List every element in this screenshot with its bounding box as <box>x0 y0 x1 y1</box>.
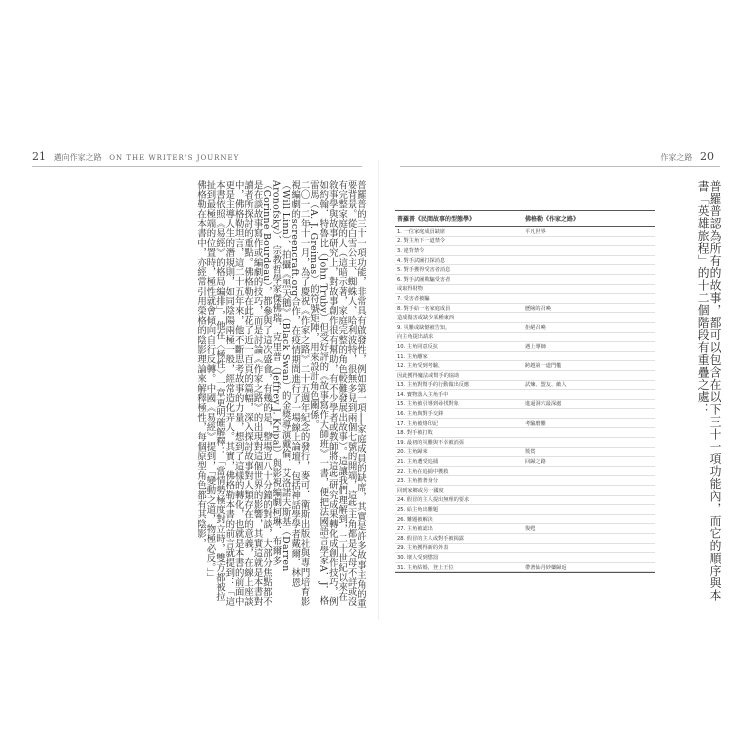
table-row <box>395 361 655 371</box>
book-spread <box>10 140 740 630</box>
propp-function-cell: 31. 主角結婚，登上王位 <box>397 564 454 571</box>
table-row <box>395 448 655 458</box>
propp-function-cell: 13. 主角對幫手的行動做出反應 <box>397 382 470 389</box>
table-row <box>395 467 655 477</box>
hero-journey-stage-cell: 歷險的召喚 <box>525 305 551 312</box>
propp-function-cell: 回到家鄉或另一國度 <box>397 487 444 494</box>
hero-journey-stage-cell: 獎賞 <box>525 449 536 456</box>
table-row <box>395 486 655 496</box>
table-row <box>395 428 655 438</box>
left-header-rule <box>32 166 362 167</box>
propp-function-cell: 9. 災難或缺憾被告知， <box>397 324 451 331</box>
table-row <box>395 246 655 256</box>
page-gutter <box>378 160 379 620</box>
table-row <box>395 333 655 343</box>
comparison-table <box>395 210 655 573</box>
propp-function-cell: 19. 最初的災難與不幸被消弭 <box>397 439 464 446</box>
table-row <box>395 237 655 247</box>
table-row <box>395 371 655 381</box>
right-page-intro <box>670 180 720 610</box>
body-paragraph: 普羅普的三十一項功能，非常具有啟發性，例如第一項──家庭成員的缺席，其實是許多故事主角的重要背景。從白雪公主、蜘蛛人、哈利波特，很無多見到兩個七號的開端，這些主角都是父母不詳或沒有完整家庭的人（這暗示著，家庭完整的角色較難發展出故事）。這讓我們理解到，二十世紀以來在敘事學與故事研究上，對故事創作很有幫助，有不少學者或教師將這些研究成果轉化成創作技巧，例如約翰．特魯比（John Truby）但受好評的《故事寫作大師班》一書，便把法國語言學家A．J．格雷馬（A. J. Greimas）的符號矩陣，用來設計角色關係。 <box>307 180 366 609</box>
hero-journey-stage-cell: 拒絕召喚 <box>525 324 546 331</box>
body-paragraph: 二〇一二年十一月，為了慶祝《作家之路》二十五週年紀念的發行，麥可．衛斯出版社與專門培育影視編劇的screencraft.org合作，在疫情期間進行了一場線上論壇，包括神話學學者戴爾．林恩（Will Linn）、拍攝《黑天鵝》（Black Swan）的金獎導演戴倫．艾洛諾夫斯基（Darren Aronofsky）、宗教哲學家傑佛瑞．克里普（Jeffrey J. Kripal）與影視編劇柯琳．布爾多（Corinne Bourdeau），都參與了這次盛會，有幾的是，整場近八十分鐘的對談，大部分焦點都不是在談故事寫作或編劇的技巧，而是討論《作家之路》的出現對這個世界的影響，其實這就是本書對讀者所探討的重點。佛格勒在此花了近一百頁的篇幅，深入探討故事對人類存在的意義，在線上座談中，佛格勒坦言，這二十五年來，他不斷思考故事的力量，想到了這樣的轉化，也就是本書的前面中更是主導人生的潛規則，如同陰陽兩極一般，經常造化弄人。其實，佛格勒本書的前言就提到：「這本書依照《易經》的格局編排」，他在〈極性〉一章更明確解釋：「當情勢極度對立時，雙方都被拉扯到最極端的位置時，極性就會傾向自行反轉。中國《易經》提到，「變動之道，物極必反。」」 <box>204 180 310 607</box>
table-row <box>395 400 655 410</box>
propp-function-cell: 11. 主角離家 <box>397 353 428 360</box>
hero-journey-stage-cell: 帶著仙丹妙藥歸返 <box>525 564 567 571</box>
table-row <box>395 275 655 285</box>
table-row <box>395 265 655 275</box>
propp-function-cell: 2. 對主角下一道禁令 <box>397 238 446 245</box>
propp-function-cell: 1. 一位家庭成員缺席 <box>397 228 446 235</box>
propp-function-cell: 22. 主角在追捕中獲救 <box>397 468 449 475</box>
propp-function-cell: 18. 對手被打敗 <box>397 430 433 437</box>
table-row <box>395 476 655 486</box>
propp-function-cell: 26. 難題被解決 <box>397 516 433 523</box>
table-row <box>395 409 655 419</box>
right-running-head-title: 作家之路 <box>660 153 693 162</box>
right-header-rule <box>400 166 720 167</box>
table-header-vogler: 佛格勒《作家之路》 <box>525 216 580 223</box>
propp-function-cell: 8. 對手給一名家庭成員 <box>397 305 451 312</box>
left-running-head-title: 邁向作家之路 <box>53 153 102 162</box>
hero-journey-stage-cell: 進逼洞穴最深處 <box>525 401 562 408</box>
left-running-head <box>32 150 239 163</box>
propp-function-cell: 或取得財物 <box>397 286 423 293</box>
propp-function-cell: 5. 對手獲得受害者消息 <box>397 267 451 274</box>
table-row <box>395 381 655 391</box>
hero-journey-stage-cell: 遇上導師 <box>525 343 546 350</box>
table-row <box>395 313 655 323</box>
propp-function-cell: 29. 主角獲得新的外表 <box>397 545 449 552</box>
propp-function-cell: 27. 主角被認出 <box>397 526 433 533</box>
propp-function-cell: 24. 假冒的主人提出無理的要求 <box>397 497 470 504</box>
hero-journey-stage-cell: 回歸之路 <box>525 459 546 466</box>
table-row <box>395 304 655 314</box>
left-page-body <box>35 180 365 610</box>
propp-function-cell: 15. 主角被引導到尋找對象 <box>397 401 459 408</box>
table-header <box>395 210 655 227</box>
table-row <box>395 390 655 400</box>
table-bottom-rule <box>395 572 655 573</box>
propp-function-cell: 25. 給主角出難題 <box>397 507 439 514</box>
propp-function-cell: 4. 對手試圖打探消息 <box>397 257 446 264</box>
table-row <box>395 534 655 544</box>
hero-journey-stage-cell: 試煉、盟友、敵人 <box>525 382 567 389</box>
propp-function-cell: 16. 主角與對手交鋒 <box>397 411 444 418</box>
table-row <box>395 227 655 237</box>
hero-journey-stage-cell: 跨越第一道門檻 <box>525 363 562 370</box>
propp-function-cell: 17. 主角被烙印記 <box>397 420 439 427</box>
table-row <box>395 256 655 266</box>
table-row <box>395 285 655 295</box>
table-row <box>395 342 655 352</box>
table-row <box>395 457 655 467</box>
propp-function-cell: 20. 主角歸來 <box>397 449 428 456</box>
propp-function-cell: 23. 主角擔著身分 <box>397 478 439 485</box>
table-row <box>395 496 655 506</box>
propp-function-cell: 21. 主角遭受追捕 <box>397 459 439 466</box>
table-row <box>395 419 655 429</box>
propp-function-cell: 因此獲得魔法或幫手的協助 <box>397 372 460 379</box>
left-running-head-english: ON THE WRITER'S JOURNEY <box>109 154 240 162</box>
table-header-propp: 普羅普《民間故事的型態學》 <box>397 216 476 223</box>
hero-journey-stage-cell: 平凡世界 <box>525 228 546 235</box>
propp-function-cell: 30. 壞人受到懲罰 <box>397 554 439 561</box>
propp-function-cell: 28. 假冒的主人或對手被揭露 <box>397 535 464 542</box>
propp-function-cell: 7. 受害者被騙 <box>397 295 430 302</box>
table-row <box>395 438 655 448</box>
table-row <box>395 505 655 515</box>
propp-function-cell: 造成傷害或缺少某種東西 <box>397 315 455 322</box>
table-row <box>395 563 655 573</box>
table-row <box>395 524 655 534</box>
table-row <box>395 553 655 563</box>
hero-journey-stage-cell: 復甦 <box>525 526 536 533</box>
hero-journey-stage-cell: 考驗磨難 <box>525 420 546 427</box>
propp-function-cell: 6. 對手試圖欺騙受害者 <box>397 276 451 283</box>
body-paragraph: 佛格勒在本書中，亦經常引用榮格的陰影理論來解釋極性，每個原型角色都有其陰影， <box>195 180 207 549</box>
propp-function-cell: 14. 寶物落入主角手中 <box>397 391 449 398</box>
right-running-head <box>660 150 714 163</box>
table-body <box>395 227 655 572</box>
intro-paragraph: 普羅普認為所有的故事，都可以包含在以下三十一項功能內，而它的順序與本書「英雄旅程」的十二個階段有重疊之處： <box>696 180 722 602</box>
table-row <box>395 294 655 304</box>
propp-function-cell: 10. 主角同意反抗 <box>397 343 439 350</box>
table-row <box>395 544 655 554</box>
left-page-number: 21 <box>32 150 46 163</box>
right-page-number: 20 <box>700 150 714 163</box>
table-row <box>395 323 655 333</box>
table-row <box>395 515 655 525</box>
table-row <box>395 352 655 362</box>
propp-function-cell: 12. 主角受到考驗， <box>397 363 444 370</box>
propp-function-cell: 向主角提出請求 <box>397 334 434 341</box>
propp-function-cell: 3. 違背禁令 <box>397 247 425 254</box>
